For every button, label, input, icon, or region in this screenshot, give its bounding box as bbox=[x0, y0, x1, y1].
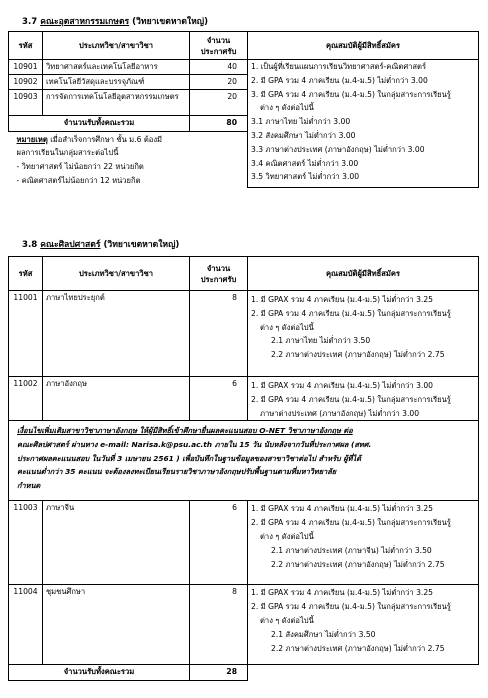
qual-line: 3.3 ภาษาต่างประเทศ (ภาษาอังกฤษ) ไม่ต่ำกว่า 3.00 bbox=[251, 144, 425, 154]
program-code: 11001 bbox=[9, 291, 43, 377]
qual-line: 1. เป็นผู้ที่เรียนแผนการเรียนวิทยาศาสตร์-คณิตศาสตร์ bbox=[251, 62, 427, 71]
section-number: 3.7 bbox=[22, 17, 38, 27]
qual-line: 3. มี GPA รวม 4 ภาคเรียน (ม.4-ม.5) ในกลุ่มสาระการเรียนรู้ bbox=[251, 89, 451, 99]
qualifications-cell bbox=[248, 377, 479, 421]
program-seats: 8 bbox=[190, 585, 248, 665]
qualifications-cell bbox=[248, 501, 479, 585]
faculty-title: คณะอุตสาหกรรมเกษตร bbox=[40, 17, 130, 27]
faculty-title: คณะศิลปศาสตร์ bbox=[40, 240, 101, 250]
qualifications-cell bbox=[248, 291, 479, 377]
header-field: ประเภทวิชา/สาขาวิชา bbox=[43, 32, 190, 60]
remark-text: ผลการเรียนในกลุ่มสาระต่อไปนี้ bbox=[16, 148, 119, 158]
table-row bbox=[9, 60, 479, 75]
faculty-3-8-table bbox=[8, 256, 479, 681]
note-row bbox=[9, 421, 479, 501]
qual-line: ต่าง ๆ ดังต่อไปนี้ bbox=[260, 615, 314, 625]
table-row bbox=[9, 501, 479, 585]
qual-line: 2. มี GPA รวม 4 ภาคเรียน (ม.4-ม.5) ในกลุ่มสาระการเรียนรู้ bbox=[251, 602, 451, 612]
program-field: ภาษาไทยประยุกต์ bbox=[43, 291, 190, 377]
program-seats: 6 bbox=[190, 501, 248, 585]
program-field: วิทยาศาสตร์และเทคโนโลยีอาหาร bbox=[43, 60, 190, 75]
remark-text: - วิทยาศาสตร์ ไม่น้อยกว่า 22 หน่วยกิต bbox=[16, 162, 144, 172]
note-line: คะแนนต่ำกว่า 35 คะแนน จะต้องลงทะเบียนเรียนรายวิชาภาษาอังกฤษปรับพื้นฐานตามที่มหาวิทยาลัย bbox=[17, 467, 337, 477]
header-qualifications: คุณสมบัติผู้มีสิทธิ์สมัคร bbox=[248, 257, 479, 291]
program-field: ภาษาจีน bbox=[43, 501, 190, 585]
section-number: 3.8 bbox=[22, 240, 38, 250]
qualifications-cell bbox=[248, 60, 479, 188]
header-seats: จำนวน ประกาศรับ bbox=[190, 32, 248, 60]
qual-line: ต่าง ๆ ดังต่อไปนี้ bbox=[260, 531, 314, 541]
section-3-7-heading bbox=[22, 14, 208, 28]
campus-label: (วิทยาเขตหาดใหญ่) bbox=[103, 240, 180, 250]
section-3-8-heading bbox=[22, 237, 179, 251]
header-seats: จำนวน ประกาศรับ bbox=[190, 257, 248, 291]
total-seats: 28 bbox=[190, 665, 248, 681]
program-seats: 20 bbox=[190, 89, 248, 115]
program-code: 10903 bbox=[9, 89, 43, 115]
qual-line: 2.1 สังคมศึกษา ไม่ต่ำกว่า 3.50 bbox=[271, 629, 376, 639]
remark-text: - คณิตศาสตร์ไม่น้อยกว่า 12 หน่วยกิต bbox=[16, 175, 141, 185]
qual-line: 2. มี GPA รวม 4 ภาคเรียน (ม.4-ม.5) ในกลุ่มสาระการเรียนรู้ bbox=[251, 308, 451, 318]
faculty-3-7-table bbox=[8, 31, 479, 188]
note-line: คณะศิลปศาสตร์ ผ่านทาง e-mail: Narisa.k@psu.ac.th ภายใน 15 วัน นับหลังจากวันที่ประกาศผล (สทศ. bbox=[17, 439, 372, 449]
program-code: 11004 bbox=[9, 585, 43, 665]
remark-text: เมื่อสำเร็จการศึกษา ชั้น ม.6 ต้องมี bbox=[50, 134, 163, 144]
qual-line: 1. มี GPAX รวม 4 ภาคเรียน (ม.4-ม.5) ไม่ต่ำกว่า 3.25 bbox=[251, 295, 434, 304]
qual-line: ภาษาต่างประเทศ (ภาษาอังกฤษ) ไม่ต่ำกว่า 3.00 bbox=[260, 408, 420, 418]
program-code: 11002 bbox=[9, 377, 43, 421]
program-seats: 6 bbox=[190, 377, 248, 421]
qual-line: 2.2 ภาษาต่างประเทศ (ภาษาอังกฤษ) ไม่ต่ำกว่า 2.75 bbox=[271, 559, 445, 569]
header-code: รหัส bbox=[9, 32, 43, 60]
total-label: จำนวนรับทั้งคณะรวม bbox=[9, 115, 190, 131]
qual-line: 1. มี GPAX รวม 4 ภาคเรียน (ม.4-ม.5) ไม่ต่ำกว่า 3.25 bbox=[251, 504, 434, 514]
qual-line: 1. มี GPAX รวม 4 ภาคเรียน (ม.4-ม.5) ไม่ต่ำกว่า 3.00 bbox=[251, 381, 434, 390]
program-field: ชุมชนศึกษา bbox=[43, 585, 190, 665]
total-label: จำนวนรับทั้งคณะรวม bbox=[9, 665, 190, 681]
empty-cell bbox=[248, 665, 479, 681]
note-line: กำหนด bbox=[17, 480, 41, 490]
qual-line: 3.5 วิทยาศาสตร์ ไม่ต่ำกว่า 3.00 bbox=[251, 172, 360, 182]
qual-line: 2. มี GPA รวม 4 ภาคเรียน (ม.4-ม.5) ในกลุ่มสาระการเรียนรู้ bbox=[251, 394, 451, 404]
qual-line: 3.2 สังคมศึกษา ไม่ต่ำกว่า 3.00 bbox=[251, 130, 356, 140]
qual-line: 2.2 ภาษาต่างประเทศ (ภาษาอังกฤษ) ไม่ต่ำกว่า 2.75 bbox=[271, 350, 445, 360]
total-row bbox=[9, 665, 479, 681]
table-row bbox=[9, 585, 479, 665]
program-seats: 8 bbox=[190, 291, 248, 377]
program-code: 10901 bbox=[9, 60, 43, 75]
qual-line: 2.1 ภาษาต่างประเทศ (ภาษาจีน) ไม่ต่ำกว่า 3.50 bbox=[271, 545, 432, 555]
qualifications-cell bbox=[248, 585, 479, 665]
qual-line: ต่าง ๆ ดังต่อไปนี้ bbox=[260, 322, 314, 332]
qual-line: 3.4 คณิตศาสตร์ ไม่ต่ำกว่า 3.00 bbox=[251, 158, 359, 168]
header-code: รหัส bbox=[9, 257, 43, 291]
note-line: ประกาศผลคะแนนสอบ ในวันที่ 3 เมษายน 2561 ) เพื่อบันทึกในฐานข้อมูลของสาขาวิชาต่อไป สำหรับ ผู้ที่ได้ bbox=[17, 453, 362, 463]
table-row bbox=[9, 291, 479, 377]
table-header-row bbox=[9, 32, 479, 60]
qual-line: 2.1 ภาษาไทย ไม่ต่ำกว่า 3.50 bbox=[271, 336, 371, 346]
program-field: ภาษาอังกฤษ bbox=[43, 377, 190, 421]
remark-label: หมายเหตุ bbox=[16, 134, 48, 144]
note-line: เงื่อนไขเพิ่มเติมสาขาวิชาภาษาอังกฤษ ให้ผู้มีสิทธิ์เข้าศึกษายื่นผลคะแนนสอบ O-NET วิชาภาษาอังกฤษ ต่อ bbox=[17, 426, 353, 436]
qual-line: 2. มี GPA รวม 4 ภาคเรียน (ม.4-ม.5) ในกลุ่มสาระการเรียนรู้ bbox=[251, 518, 451, 528]
header-field: ประเภทวิชา/สาขาวิชา bbox=[43, 257, 190, 291]
qual-line: 2. มี GPA รวม 4 ภาคเรียน (ม.4-ม.5) ไม่ต่ำกว่า 3.00 bbox=[251, 75, 428, 85]
program-seats: 40 bbox=[190, 60, 248, 75]
header-qualifications: คุณสมบัติผู้มีสิทธิ์สมัคร bbox=[248, 32, 479, 60]
remark-cell bbox=[9, 131, 248, 188]
total-seats: 80 bbox=[190, 115, 248, 131]
english-condition-note bbox=[9, 421, 479, 501]
qual-line: 2.2 ภาษาต่างประเทศ (ภาษาอังกฤษ) ไม่ต่ำกว่า 2.75 bbox=[271, 643, 445, 653]
program-code: 10902 bbox=[9, 74, 43, 89]
program-code: 11003 bbox=[9, 501, 43, 585]
qual-line: 3.1 ภาษาไทย ไม่ต่ำกว่า 3.00 bbox=[251, 117, 351, 127]
table-row bbox=[9, 377, 479, 421]
table-header-row bbox=[9, 257, 479, 291]
program-field: การจัดการเทคโนโลยีอุตสาหกรรมเกษตร bbox=[43, 89, 190, 115]
campus-label: (วิทยาเขตหาดใหญ่) bbox=[132, 17, 209, 27]
program-seats: 20 bbox=[190, 74, 248, 89]
qual-line: ต่าง ๆ ดังต่อไปนี้ bbox=[260, 103, 314, 113]
qual-line: 1. มี GPAX รวม 4 ภาคเรียน (ม.4-ม.5) ไม่ต่ำกว่า 3.25 bbox=[251, 588, 434, 598]
program-field: เทคโนโลยีวัสดุและบรรจุภัณฑ์ bbox=[43, 74, 190, 89]
